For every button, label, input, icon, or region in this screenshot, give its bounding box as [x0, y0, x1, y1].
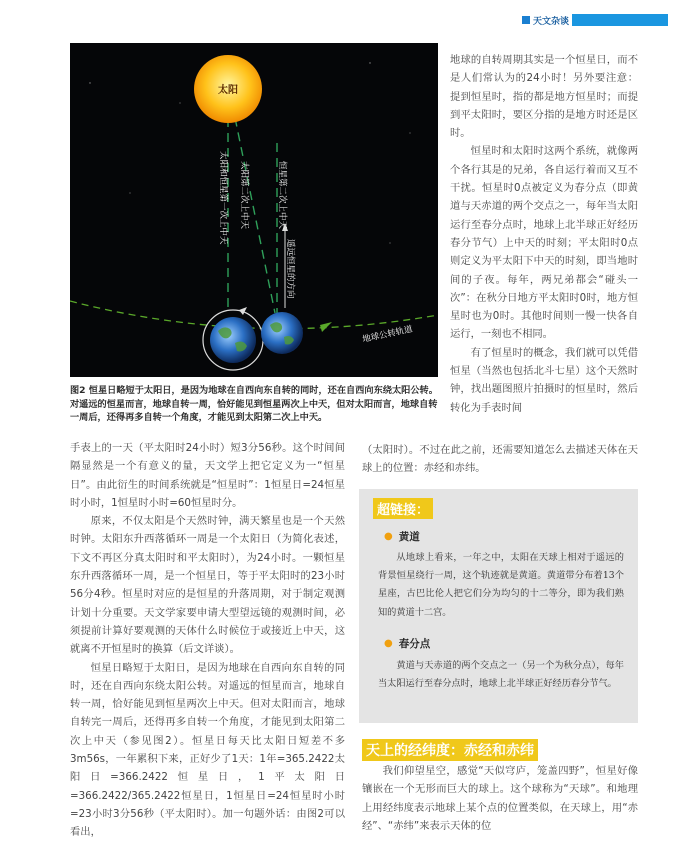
term-definition: 黄道与天赤道的两个交点之一（另一个为秋分点），每年当太阳运行至春分点时，地球上北半球正好经历春分节气。: [378, 660, 624, 690]
sun-line-2: [232, 103, 275, 313]
section-header: [522, 14, 668, 26]
box-title: 超链接：: [373, 498, 433, 519]
earth-icon-2: [261, 312, 303, 354]
figure-diagram: [70, 43, 438, 377]
left-column: [70, 439, 345, 842]
orbit-path: [70, 301, 438, 329]
orbit-arrow-icon: [320, 322, 332, 332]
term-ecliptic: [384, 529, 420, 544]
sun-label: 太阳: [218, 85, 238, 96]
section-name: 天文杂谈: [533, 16, 570, 27]
paragraph: 原来，不仅太阳是个天然时钟，满天繁星也是一个天然时钟。太阳东升西落循环一周是一个太阳日（为简化表述，下文不再区分真太阳时和平太阳时），为24小时。一颗恒星东升西落循环一周，是一个恒星日，等于平太阳时的23小时56分4秒。恒星时对应的是恒星的升落周期，对于制定观测计划十分重要。天文学家要申请大型望远镜的观测时间，必须提前计算好要观测的天体什么时候位于或接近上中天，这就离不开恒星时的换算（后文详谈）。: [70, 515, 345, 656]
figure-caption: 图2 恒星日略短于太阳日，是因为地球在自西向东自转的同时，还在自西向东绕太阳公转。对遥远的恒星而言，地球自转一周，恰好能见到恒星两次上中天，但对太阳而言，地球自转一周后，还得再多自转一个角度，才能见到太阳第二次上中天。: [70, 385, 438, 423]
paragraph: 手表上的一天（平太阳时24小时）短3分56秒。这个时间间隔显然是一个有意义的量，天文学上把它定义为一“恒星日”。由此衍生的时间系统就是“恒星时”：1恒星日=24恒星时小时，1恒星时小时=60恒星时分。: [70, 442, 345, 509]
line1-label: 太阳和恒星第一次上中天: [218, 151, 228, 245]
bullet-icon: ●: [384, 531, 393, 542]
earth-icon: [210, 317, 256, 363]
paragraph: 有了恒星时的概念，我们就可以凭借恒星（当然也包括北斗七星）这个天然时钟，找出题图照片拍摄时的恒星时，然后转化为手表时间: [450, 346, 638, 414]
header-marker-icon: [522, 16, 530, 24]
line2-label: 太阳第二次上中天: [239, 161, 249, 230]
hyperlink-box: [359, 489, 638, 723]
section-body: [362, 762, 638, 835]
paragraph: （太阳时）。不过在此之前，还需要知道怎么去描述天体在天球上的位置：赤经和赤纬。: [362, 444, 638, 475]
term-label: 春分点: [398, 638, 431, 650]
term-label: 黄道: [398, 531, 420, 543]
paragraph: 恒星日略短于太阳日，是因为地球在自西向东自转的同时，还在自西向东绕太阳公转。对遥远的恒星而言，地球自转一周，恰好能见到恒星两次上中天。但对太阳而言，地球自转完一周后，还得再多自转一个角度，才能见到太阳第二次上中天（参见图2）。恒星日每天比太阳日短差不多3m56s，一年累积下来，正好少了1天：1年=365.2422太阳日=366.2422恒星日，1平太阳日=366.2422/365.2422恒星日，1恒星日=24恒星时小时=23小时3分56秒（平太阳时）。加一句题外话：由图2可以看出，: [70, 661, 345, 839]
figure-2: [70, 43, 438, 377]
header-bar: [572, 14, 668, 26]
star-direction-label: 遥远恒星的方向: [285, 239, 295, 299]
rotation-arrow-icon: [239, 307, 247, 315]
paragraph: 我们仰望星空，感觉“天似穹庐，笼盖四野”，恒星好像镶嵌在一个无形而巨大的球上。这个球称为“天球”。和地理上用经纬度表示地球上某个点的位置类似，在天球上，用“赤经”、“赤纬”来表示天体的位: [362, 765, 638, 832]
paragraph: 恒星时和太阳时这两个系统，就像两个各行其是的兄弟，各自运行着而又互不干扰。恒星时0点被定义为春分点（即黄道与天赤道的两个交点之一，每年当太阳运行至春分点时，地球上北半球正好经历春分节气）上中天的时刻；平太阳时0点则定义为平太阳下中天的时刻，即当地时间的子夜。每年，两兄弟都会“碰头一次”：在秋分日地方平太阳时0时，地方恒星时也为0时。其他时间则一慢一快各自运行，一刻也不相同。: [450, 145, 638, 341]
right-column-continuation: [362, 441, 638, 478]
paragraph: 地球的自转周期其实是一个恒星日，而不是人们常认为的24小时！另外要注意：提到恒星时，指的都是地方恒星时；而提到平太阳时，要区分指的是地方时还是区时。: [450, 54, 638, 140]
line3-label: 恒星第二次上中天: [277, 161, 287, 230]
term-definition: 从地球上看来，一年之中，太阳在天球上相对于遥远的背景恒星绕行一周，这个轨迹就是黄道。黄道带分布着13个星座，古巴比伦人把它们分为均匀的十二等分，即为我们熟知的黄道十二宫。: [378, 552, 624, 618]
orbit-label: 地球公转轨道: [361, 324, 414, 345]
term-vernal-equinox: [384, 636, 430, 651]
right-column-top: [450, 51, 638, 417]
section-heading: 天上的经纬度：赤经和赤纬: [362, 739, 538, 761]
bullet-icon: ●: [384, 638, 393, 649]
